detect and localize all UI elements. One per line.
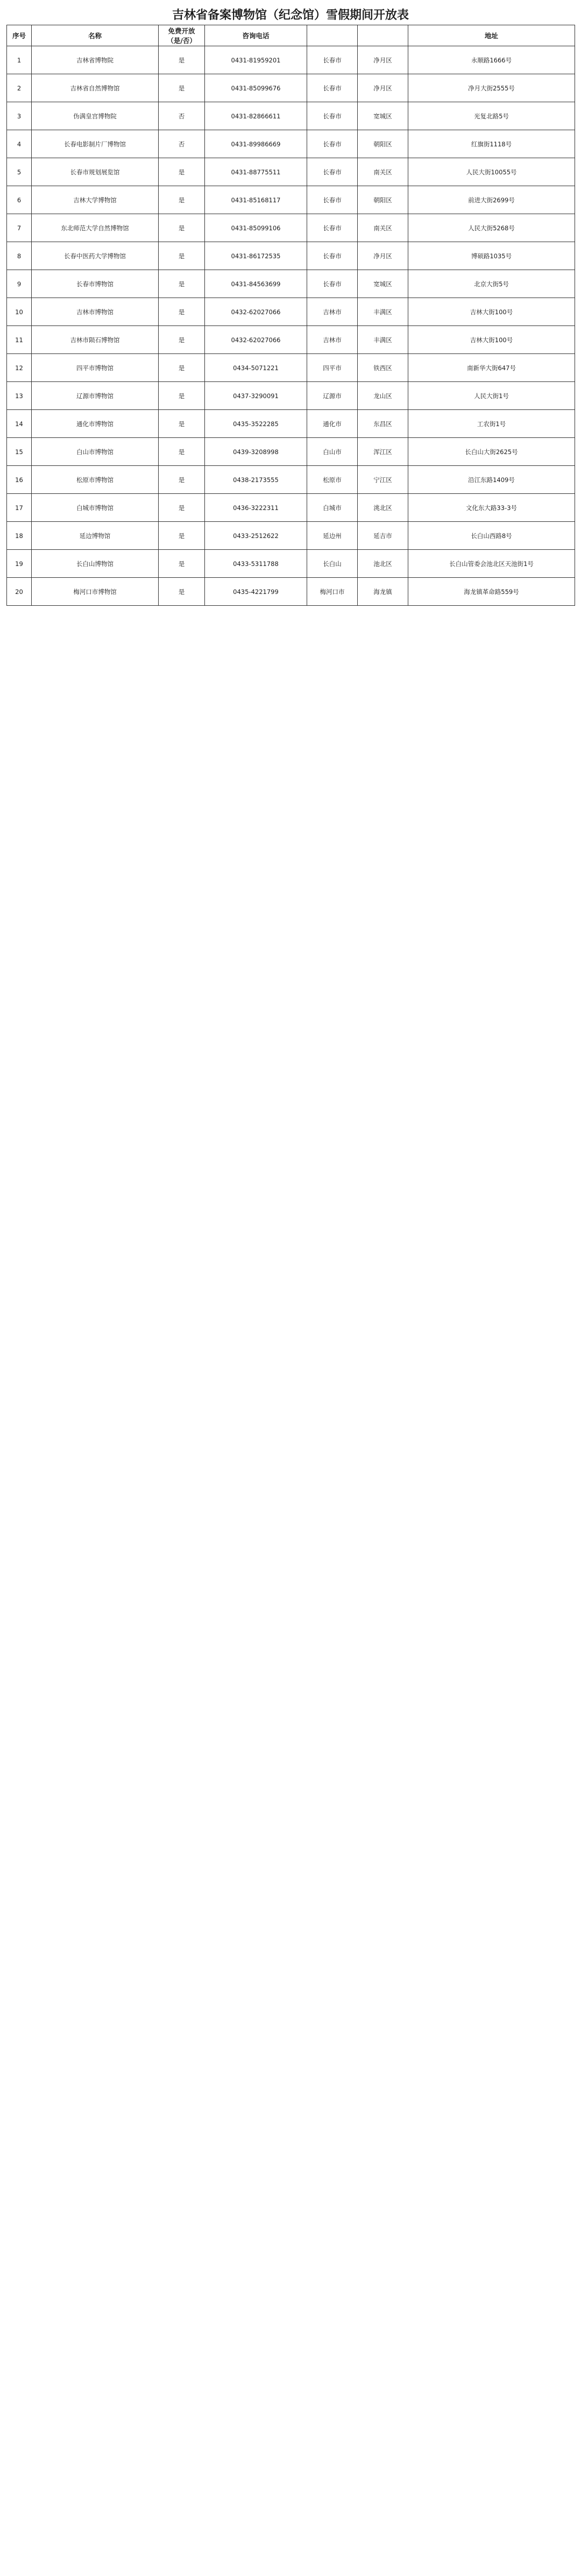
table-header-row [7, 25, 575, 46]
phone-number-cell: 0434-5071221 [205, 354, 307, 382]
district-cell: 宁江区 [358, 466, 408, 494]
city-cell: 长白山 [307, 550, 358, 578]
district-cell: 铁西区 [358, 354, 408, 382]
address-cell: 光复北路5号 [408, 102, 575, 130]
table-row [7, 410, 575, 438]
phone-number-cell: 0435-3522285 [205, 410, 307, 438]
table-row [7, 326, 575, 354]
row-number-cell: 19 [7, 550, 32, 578]
table-row [7, 382, 575, 410]
museum-name-cell: 梅河口市博物馆 [32, 578, 159, 606]
address-cell: 沿江东路1409号 [408, 466, 575, 494]
city-cell: 长春市 [307, 270, 358, 298]
district-cell: 丰满区 [358, 298, 408, 326]
phone-number-cell: 0432-62027066 [205, 298, 307, 326]
phone-number-cell: 0438-2173555 [205, 466, 307, 494]
address-cell: 长白山大街2625号 [408, 438, 575, 466]
museum-name-cell: 伪满皇宫博物院 [32, 102, 159, 130]
row-number-cell: 18 [7, 522, 32, 550]
free-entry-cell: 是 [159, 466, 205, 494]
city-cell: 长春市 [307, 102, 358, 130]
city-cell: 通化市 [307, 410, 358, 438]
phone-number-cell: 0431-86172535 [205, 242, 307, 270]
district-cell: 宽城区 [358, 102, 408, 130]
row-number-cell: 10 [7, 298, 32, 326]
museum-name-cell: 辽源市博物馆 [32, 382, 159, 410]
table-row [7, 354, 575, 382]
museum-name-cell: 四平市博物馆 [32, 354, 159, 382]
district-cell: 龙山区 [358, 382, 408, 410]
address-cell: 人民大街10055号 [408, 158, 575, 186]
free-entry-cell: 是 [159, 550, 205, 578]
phone-number-cell: 0431-89986669 [205, 130, 307, 158]
row-number-cell: 13 [7, 382, 32, 410]
city-cell: 长春市 [307, 46, 358, 74]
district-cell: 朝阳区 [358, 186, 408, 214]
row-number-cell: 6 [7, 186, 32, 214]
address-cell: 红旗街1118号 [408, 130, 575, 158]
phone-number-cell: 0433-5311788 [205, 550, 307, 578]
free-entry-cell: 是 [159, 74, 205, 102]
address-cell: 工农街1号 [408, 410, 575, 438]
table-row [7, 158, 575, 186]
row-number-cell: 14 [7, 410, 32, 438]
address-cell: 南新华大街647号 [408, 354, 575, 382]
header-cell: 地址 [408, 25, 575, 46]
district-cell: 洮北区 [358, 494, 408, 522]
free-entry-cell: 是 [159, 438, 205, 466]
museum-name-cell: 吉林省自然博物馆 [32, 74, 159, 102]
address-cell: 北京大街5号 [408, 270, 575, 298]
phone-number-cell: 0431-81959201 [205, 46, 307, 74]
header-cell: 序号 [7, 25, 32, 46]
museum-name-cell: 吉林市博物馆 [32, 298, 159, 326]
phone-number-cell: 0431-85099676 [205, 74, 307, 102]
header-cell: 咨询电话 [205, 25, 307, 46]
city-cell: 白山市 [307, 438, 358, 466]
phone-number-cell: 0436-3222311 [205, 494, 307, 522]
phone-number-cell: 0431-85099106 [205, 214, 307, 242]
city-cell: 延边州 [307, 522, 358, 550]
phone-number-cell: 0431-82866611 [205, 102, 307, 130]
row-number-cell: 16 [7, 466, 32, 494]
row-number-cell: 17 [7, 494, 32, 522]
district-cell: 池北区 [358, 550, 408, 578]
city-cell: 吉林市 [307, 326, 358, 354]
table-row [7, 46, 575, 74]
row-number-cell: 8 [7, 242, 32, 270]
city-cell: 长春市 [307, 186, 358, 214]
free-entry-cell: 是 [159, 270, 205, 298]
row-number-cell: 3 [7, 102, 32, 130]
table-body [7, 46, 575, 606]
row-number-cell: 9 [7, 270, 32, 298]
museum-name-cell: 长春电影制片厂博物馆 [32, 130, 159, 158]
district-cell: 宽城区 [358, 270, 408, 298]
city-cell: 四平市 [307, 354, 358, 382]
table-row [7, 550, 575, 578]
free-entry-cell: 是 [159, 242, 205, 270]
table-row [7, 270, 575, 298]
row-number-cell: 2 [7, 74, 32, 102]
city-cell: 长春市 [307, 158, 358, 186]
museum-name-cell: 白城市博物馆 [32, 494, 159, 522]
free-entry-cell: 否 [159, 130, 205, 158]
museum-name-cell: 长白山博物馆 [32, 550, 159, 578]
city-cell: 长春市 [307, 242, 358, 270]
free-entry-cell: 是 [159, 578, 205, 606]
museum-table [6, 25, 575, 606]
free-entry-cell: 是 [159, 354, 205, 382]
address-cell: 人民大街5268号 [408, 214, 575, 242]
phone-number-cell: 0439-3208998 [205, 438, 307, 466]
city-cell: 长春市 [307, 214, 358, 242]
row-number-cell: 4 [7, 130, 32, 158]
table-row [7, 578, 575, 606]
free-entry-cell: 是 [159, 298, 205, 326]
table-row [7, 438, 575, 466]
museum-name-cell: 白山市博物馆 [32, 438, 159, 466]
free-entry-cell: 是 [159, 410, 205, 438]
city-cell: 辽源市 [307, 382, 358, 410]
phone-number-cell: 0431-84563699 [205, 270, 307, 298]
museum-name-cell: 延边博物馆 [32, 522, 159, 550]
table-row [7, 130, 575, 158]
free-entry-cell: 是 [159, 186, 205, 214]
free-entry-cell: 否 [159, 102, 205, 130]
district-cell: 丰满区 [358, 326, 408, 354]
row-number-cell: 5 [7, 158, 32, 186]
district-cell: 净月区 [358, 242, 408, 270]
document-title: 吉林省备案博物馆（纪念馆）雪假期间开放表 [172, 8, 409, 22]
address-cell: 长白山管委会池北区天池街1号 [408, 550, 575, 578]
row-number-cell: 12 [7, 354, 32, 382]
museum-name-cell: 长春市博物馆 [32, 270, 159, 298]
table-row [7, 102, 575, 130]
district-cell: 浑江区 [358, 438, 408, 466]
address-cell: 前进大街2699号 [408, 186, 575, 214]
district-cell: 朝阳区 [358, 130, 408, 158]
address-cell: 长白山西路8号 [408, 522, 575, 550]
city-cell: 长春市 [307, 130, 358, 158]
city-cell: 吉林市 [307, 298, 358, 326]
table-row [7, 186, 575, 214]
free-entry-cell: 是 [159, 382, 205, 410]
museum-name-cell: 松原市博物馆 [32, 466, 159, 494]
header-cell [307, 25, 358, 46]
city-cell: 白城市 [307, 494, 358, 522]
museum-name-cell: 长春中医药大学博物馆 [32, 242, 159, 270]
phone-number-cell: 0437-3290091 [205, 382, 307, 410]
city-cell: 长春市 [307, 74, 358, 102]
address-cell: 文化东大路33-3号 [408, 494, 575, 522]
address-cell: 永顺路1666号 [408, 46, 575, 74]
museum-name-cell: 通化市博物馆 [32, 410, 159, 438]
table-row [7, 214, 575, 242]
table-row [7, 494, 575, 522]
district-cell: 海龙镇 [358, 578, 408, 606]
museum-name-cell: 东北师范大学自然博物馆 [32, 214, 159, 242]
district-cell: 东昌区 [358, 410, 408, 438]
phone-number-cell: 0432-62027066 [205, 326, 307, 354]
district-cell: 延吉市 [358, 522, 408, 550]
free-entry-cell: 是 [159, 494, 205, 522]
phone-number-cell: 0435-4221799 [205, 578, 307, 606]
row-number-cell: 7 [7, 214, 32, 242]
table-row [7, 74, 575, 102]
table-row [7, 522, 575, 550]
museum-name-cell: 吉林大学博物馆 [32, 186, 159, 214]
district-cell: 南关区 [358, 214, 408, 242]
row-number-cell: 15 [7, 438, 32, 466]
address-cell: 吉林大街100号 [408, 298, 575, 326]
phone-number-cell: 0431-88775511 [205, 158, 307, 186]
free-entry-cell: 是 [159, 326, 205, 354]
row-number-cell: 1 [7, 46, 32, 74]
museum-name-cell: 长春市规划展览馆 [32, 158, 159, 186]
address-cell: 博硕路1035号 [408, 242, 575, 270]
museum-name-cell: 吉林省博物院 [32, 46, 159, 74]
museum-name-cell: 吉林市陨石博物馆 [32, 326, 159, 354]
free-entry-cell: 是 [159, 158, 205, 186]
free-entry-cell: 是 [159, 46, 205, 74]
city-cell: 梅河口市 [307, 578, 358, 606]
row-number-cell: 20 [7, 578, 32, 606]
district-cell: 净月区 [358, 74, 408, 102]
header-cell [358, 25, 408, 46]
city-cell: 松原市 [307, 466, 358, 494]
row-number-cell: 11 [7, 326, 32, 354]
table-row [7, 298, 575, 326]
phone-number-cell: 0431-85168117 [205, 186, 307, 214]
address-cell: 海龙镇革命路559号 [408, 578, 575, 606]
table-row [7, 466, 575, 494]
free-entry-cell: 是 [159, 214, 205, 242]
phone-number-cell: 0433-2512622 [205, 522, 307, 550]
table-row [7, 242, 575, 270]
address-cell: 吉林大街100号 [408, 326, 575, 354]
free-entry-cell: 是 [159, 522, 205, 550]
district-cell: 南关区 [358, 158, 408, 186]
header-cell: 免费开放（是/否） [159, 25, 205, 46]
address-cell: 人民大街1号 [408, 382, 575, 410]
header-cell: 名称 [32, 25, 159, 46]
address-cell: 净月大街2555号 [408, 74, 575, 102]
district-cell: 净月区 [358, 46, 408, 74]
